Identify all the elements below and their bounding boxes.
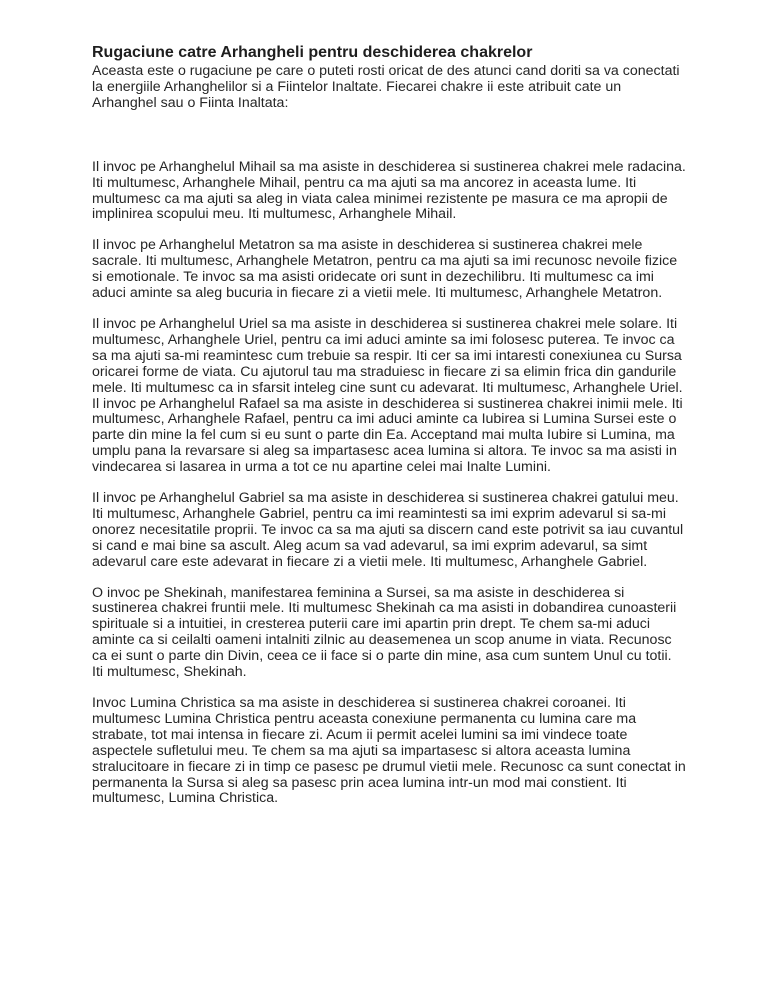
paragraph-rafael: Il invoc pe Arhanghelul Rafael sa ma asiste in deschiderea si sustinerea chakrei inimii mele. Iti multumesc, Arhanghele Rafael, pentru ca imi aduci aminte ca Iubirea si Lumina Sursei este o parte din mine la fel cum si eu sunt o parte din Ea. Acceptand mai multa Iubire si Lumina, ma umplu pana la revarsare si aleg sa impartasesc acea lumina si altora. Te invoc sa ma asisti in vindecarea si lasarea in urma a tot ce nu apartine celei mai Inalte Lumini. xyxy=(92,395,683,476)
paragraph-shekinah: O invoc pe Shekinah, manifestarea feminina a Sursei, sa ma asiste in deschiderea si sustinerea chakrei fruntii mele. Iti multumesc Shekinah ca ma asisti in dobandirea cunoasterii spirituale si a intuitiei, in cresterea puterii care imi apartin prin drept. Te chem sa-mi aduci aminte ca si ceilalti oameni intalniti zilnic au deasemenea un scop anume in viata. Recunosc ca ei sunt o parte din Divin, ceea ce ii face si o parte din mine, asa cum suntem Unul cu totii. Iti multumesc, Shekinah. xyxy=(92,584,677,681)
paragraph-gabriel: Il invoc pe Arhanghelul Gabriel sa ma asiste in deschiderea si sustinerea chakrei gatului meu. Iti multumesc, Arhanghele Gabriel, pentru ca imi reamintesti sa imi exprim adevarul si sa-mi onorez necesitatile proprii. Te invoc ca sa ma ajuti sa discern cand este potrivit sa iau cuvantul si cand e mai bine sa ascult. Aleg acum sa vad adevarul, sa imi exprim adevarul, sa simt adevarul care este adevarat in fiecare zi a vietii mele. Iti multumesc, Arhanghele Gabriel. xyxy=(92,490,684,570)
paragraph-lumina-christica: Invoc Lumina Christica sa ma asiste in deschiderea si sustinerea chakrei coroanei. Iti multumesc Lumina Christica pentru aceasta conexiune permanenta cu lumina care ma strabate, tot mai intensa in fiecare zi. Acum ii permit acelei lumini sa imi vindece toate aspectele sufletului meu. Te chem sa ma ajuti sa impartasesc si altora aceasta lumina stralucitoare in fiecare zi in timp ce pasesc pe drumul vietii mele. Recunosc ca sunt conectat in permanenta la Sursa si aleg sa pasesc prin acea lumina intr-un mod mai constient. Iti multumesc, Lumina Christica. xyxy=(92,695,686,807)
intro-paragraph: Aceasta este o rugaciune pe care o puteti rosti oricat de des atunci cand doriti sa va conectati la energiile Arhanghelilor si a Fiintelor Inaltate. Fiecarei chakre ii este atribuit cate un Arhanghel sau o Fiinta Inaltata: xyxy=(92,63,680,111)
document-title: Rugaciune catre Arhangheli pentru deschiderea chakrelor xyxy=(92,44,533,61)
paragraph-uriel: Il invoc pe Arhanghelul Uriel sa ma asiste in deschiderea si sustinerea chakrei mele solare. Iti multumesc, Arhanghele Uriel, pentru ca imi aduci aminte sa imi folosesc puterea. Te invoc ca sa ma ajuti sa-mi reamintesc cum trebuie sa respir. Iti cer sa imi intaresti conexiunea cu Sursa oricarei forme de viata. Cu ajutorul tau ma straduiesc in fiecare zi sa elimin frica din gandurile mele. Iti multumesc ca in sfarsit inteleg cine sunt cu adevarat. Iti multumesc, Arhanghele Uriel. xyxy=(92,315,683,396)
document-page xyxy=(92,44,686,807)
paragraph-mihail: Il invoc pe Arhanghelul Mihail sa ma asiste in deschiderea si sustinerea chakrei mele radacina. Iti multumesc, Arhanghele Mihail, pentru ca ma ajuti sa ma ancorez in aceasta lume. Iti multumesc ca ma ajuti sa aleg in viata calea minimei rezistente pe masura ce ma apropii de implinirea scopului meu. Iti multumesc, Arhanghele Mihail. xyxy=(92,158,686,223)
paragraph-metatron: Il invoc pe Arhanghelul Metatron sa ma asiste in deschiderea si sustinerea chakrei mele sacrale. Iti multumesc, Arhanghele Metatron, pentru ca ma ajuti sa imi recunosc nevoile fizice si emotionale. Te invoc sa ma asisti oridecate ori sunt in dezechilibru. Iti multumesc ca imi aduci aminte sa aleg bucuria in fiecare zi a vietii mele. Iti multumesc, Arhanghele Metatron. xyxy=(92,237,678,302)
